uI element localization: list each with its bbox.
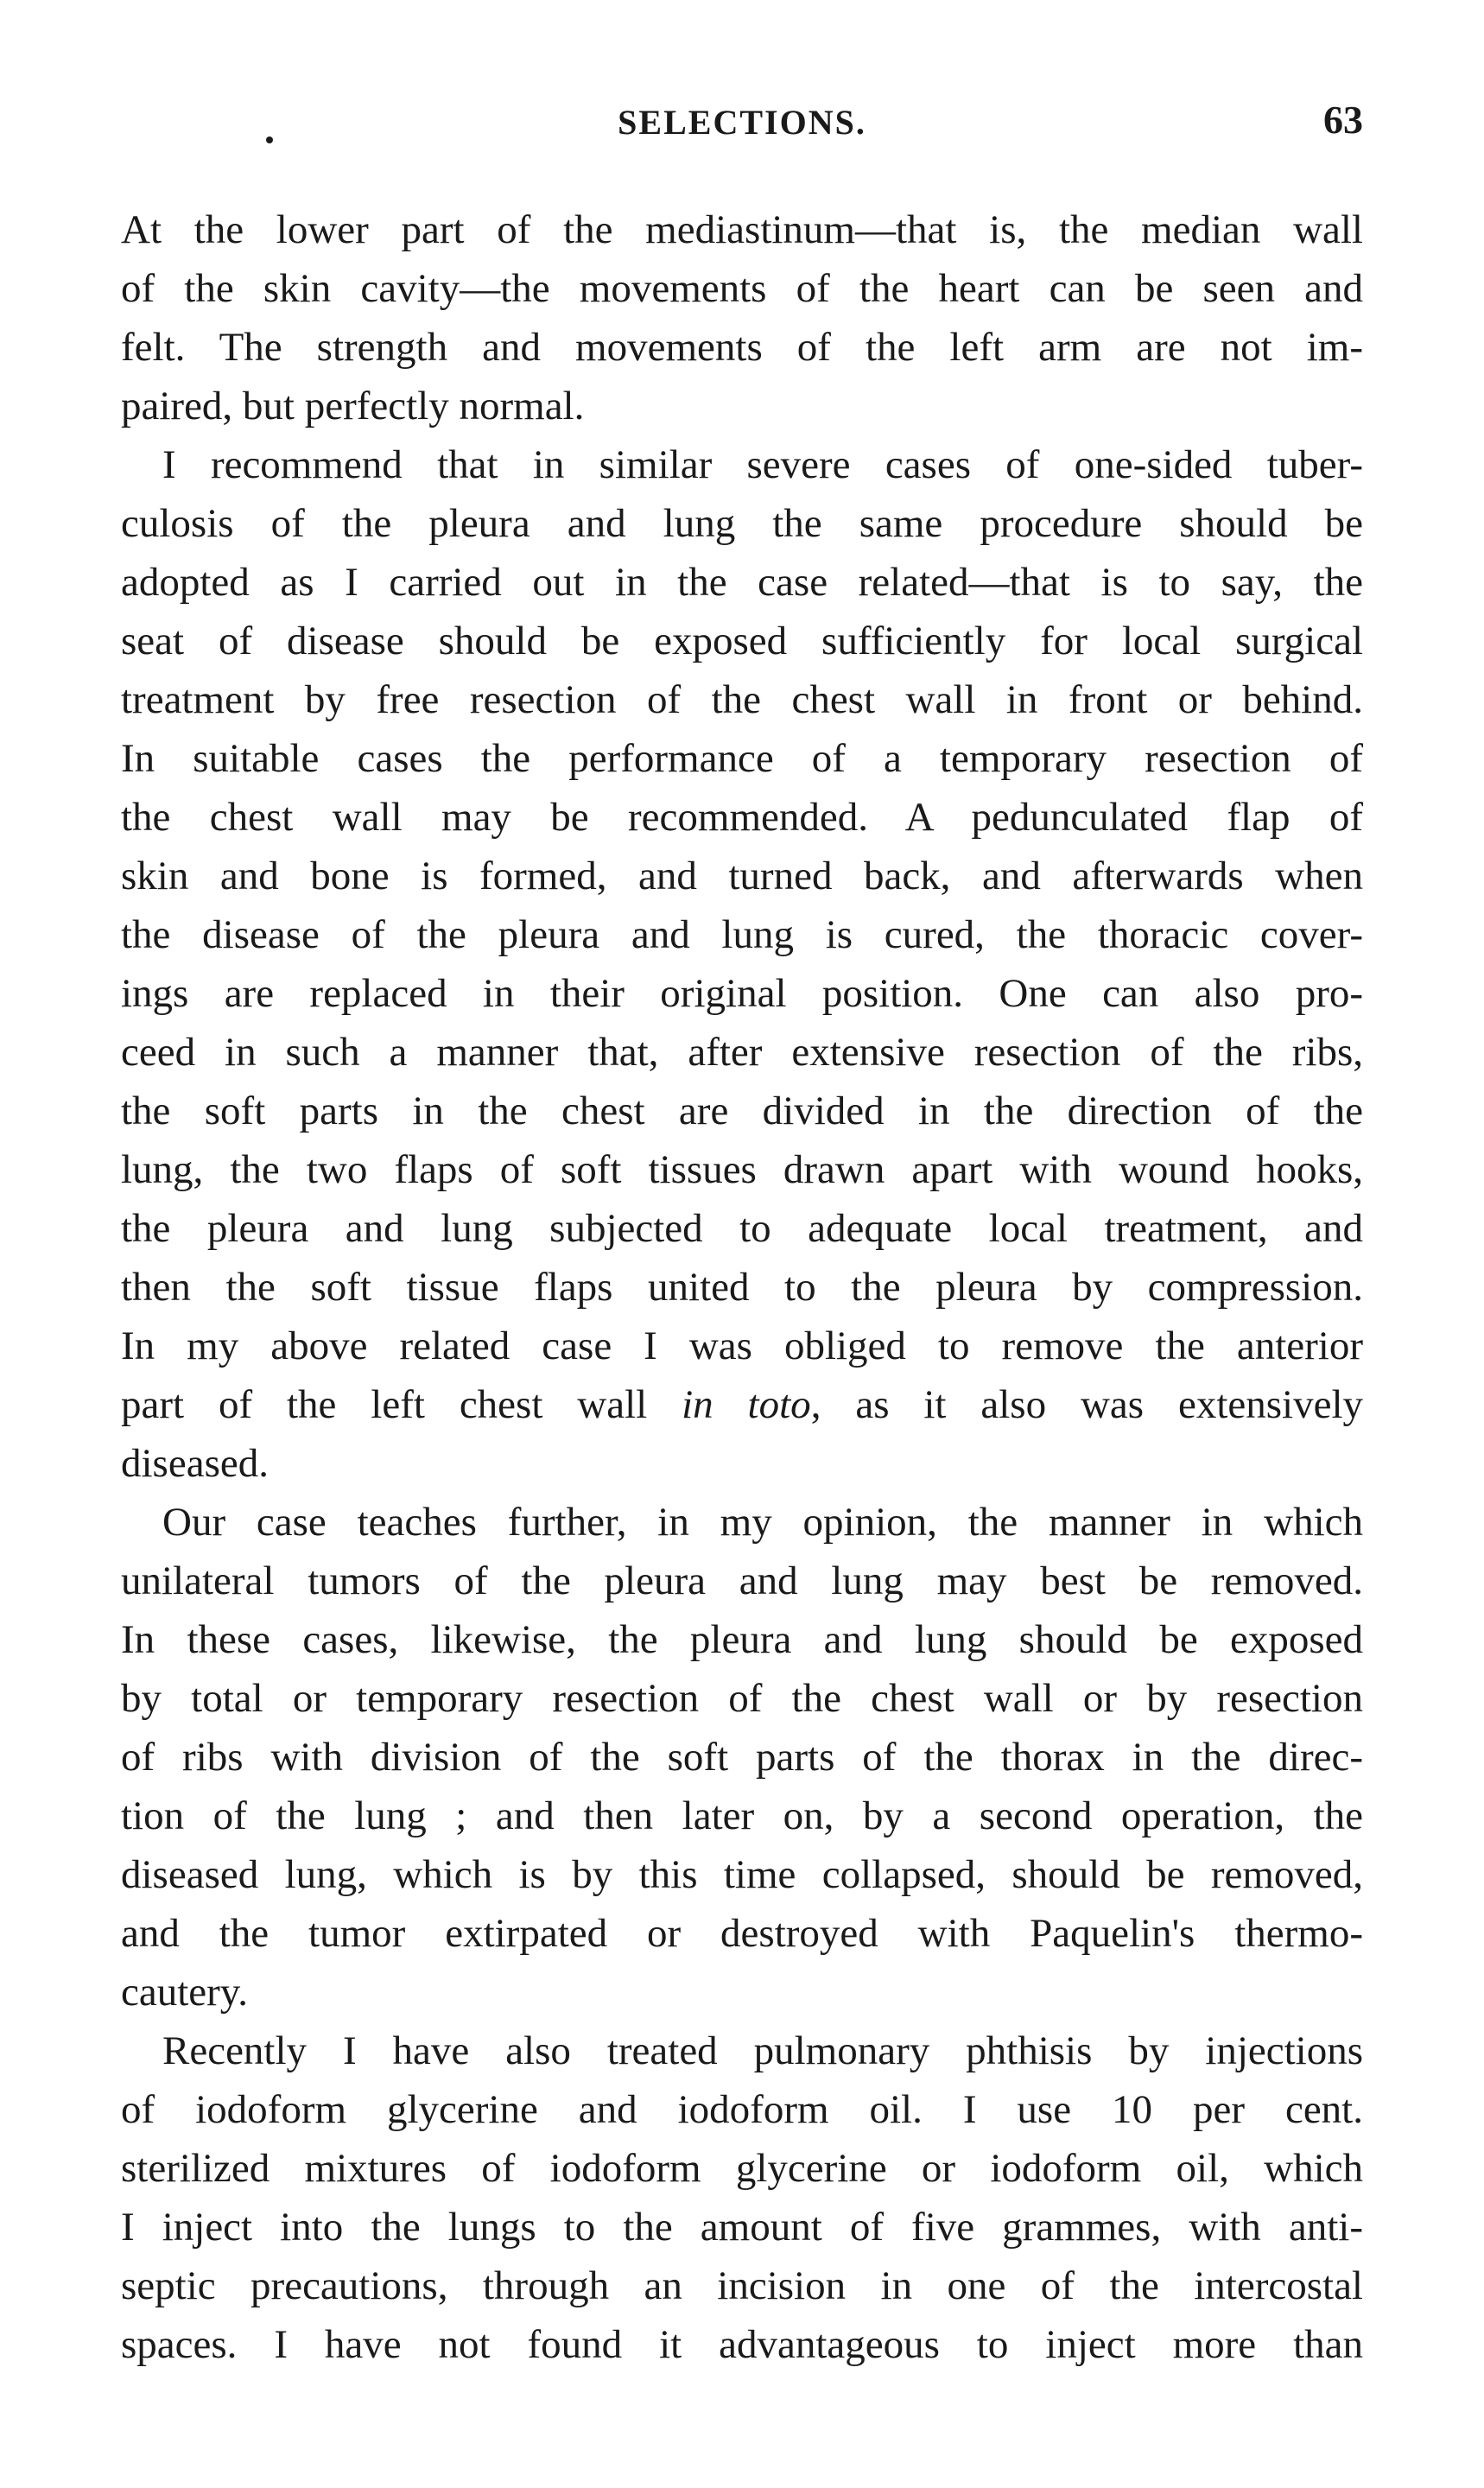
text-line: the chest wall may be recommended. A pedunculated flap of (121, 795, 1363, 840)
text-line: the pleura and lung subjected to adequate local treatment, and (121, 1206, 1363, 1251)
text-line: I inject into the lungs to the amount of five grammes, with anti- (121, 2205, 1363, 2250)
text-line: diseased. (121, 1441, 269, 1486)
text-line: paired, but perfectly normal. (121, 384, 585, 428)
page-number: 63 (1323, 98, 1363, 142)
text-line: I recommend that in similar severe cases of one-sided tuber- (162, 442, 1363, 487)
text-line: the soft parts in the chest are divided in the direction of the (121, 1088, 1363, 1133)
text-line: In my above related case I was obliged to remove the anterior (121, 1323, 1363, 1368)
running-title: SELECTIONS. (618, 103, 866, 142)
text-line: seat of disease should be exposed sufficiently for local surgical (121, 619, 1363, 663)
text-line: and the tumor extirpated or destroyed with Paquelin's thermo- (121, 1911, 1363, 1956)
text-line: then the soft tissue flaps united to the pleura by compression. (121, 1265, 1363, 1310)
text-line: cautery. (121, 1970, 248, 2015)
text-line: lung, the two flaps of soft tissues drawn apart with wound hooks, (121, 1147, 1363, 1192)
text-line: septic precautions, through an incision in one of the intercostal (121, 2263, 1363, 2308)
text-line: spaces. I have not found it advantageous to inject more than (121, 2322, 1363, 2367)
text-line: the disease of the pleura and lung is cured, the thoracic cover- (121, 912, 1363, 957)
text-line: culosis of the pleura and lung the same procedure should be (121, 501, 1363, 546)
text-fragment: , as it also was extensively (810, 1382, 1364, 1427)
text-line: At the lower part of the mediastinum—that is, the median wall (121, 207, 1363, 252)
text-line: by total or temporary resection of the chest wall or by resection (121, 1676, 1363, 1721)
text-line: unilateral tumors of the pleura and lung may best be removed. (121, 1558, 1363, 1603)
paragraph-1 (121, 200, 1363, 435)
text-line: ings are replaced in their original position. One can also pro- (121, 971, 1363, 1016)
text-line: skin and bone is formed, and turned back, and afterwards when (121, 854, 1363, 898)
text-line: In these cases, likewise, the pleura and lung should be exposed (121, 1617, 1363, 1662)
text-line-with-italic (121, 1375, 1363, 1434)
text-line: Recently I have also treated pulmonary phthisis by injections (162, 2028, 1363, 2073)
body-text (121, 200, 1363, 2374)
text-line: felt. The strength and movements of the left arm are not im- (121, 325, 1363, 370)
text-line: In suitable cases the performance of a temporary resection of (121, 736, 1363, 781)
text-line: sterilized mixtures of iodoform glycerine or iodoform oil, which (121, 2146, 1363, 2191)
text-fragment: part of the left chest wall (121, 1382, 682, 1427)
running-header (121, 98, 1363, 154)
text-line: adopted as I carried out in the case related—that is to say, the (121, 560, 1363, 605)
text-line: of ribs with division of the soft parts of the thorax in the direc- (121, 1735, 1363, 1780)
text-line: treatment by free resection of the chest wall in front or behind. (121, 677, 1363, 722)
text-line: Our case teaches further, in my opinion, the manner in which (162, 1500, 1363, 1545)
paragraph-3 (121, 1493, 1363, 2022)
text-line: diseased lung, which is by this time collapsed, should be removed, (121, 1852, 1363, 1897)
text-line: tion of the lung ; and then later on, by a second operation, the (121, 1793, 1363, 1838)
paragraph-2 (121, 435, 1363, 1493)
text-line: of the skin cavity—the movements of the heart can be seen and (121, 266, 1363, 311)
italic-phrase: in toto (682, 1382, 811, 1427)
text-line: of iodoform glycerine and iodoform oil. I use 10 per cent. (121, 2087, 1363, 2132)
paragraph-4 (121, 2022, 1363, 2374)
text-line: ceed in such a manner that, after extensive resection of the ribs, (121, 1030, 1363, 1075)
